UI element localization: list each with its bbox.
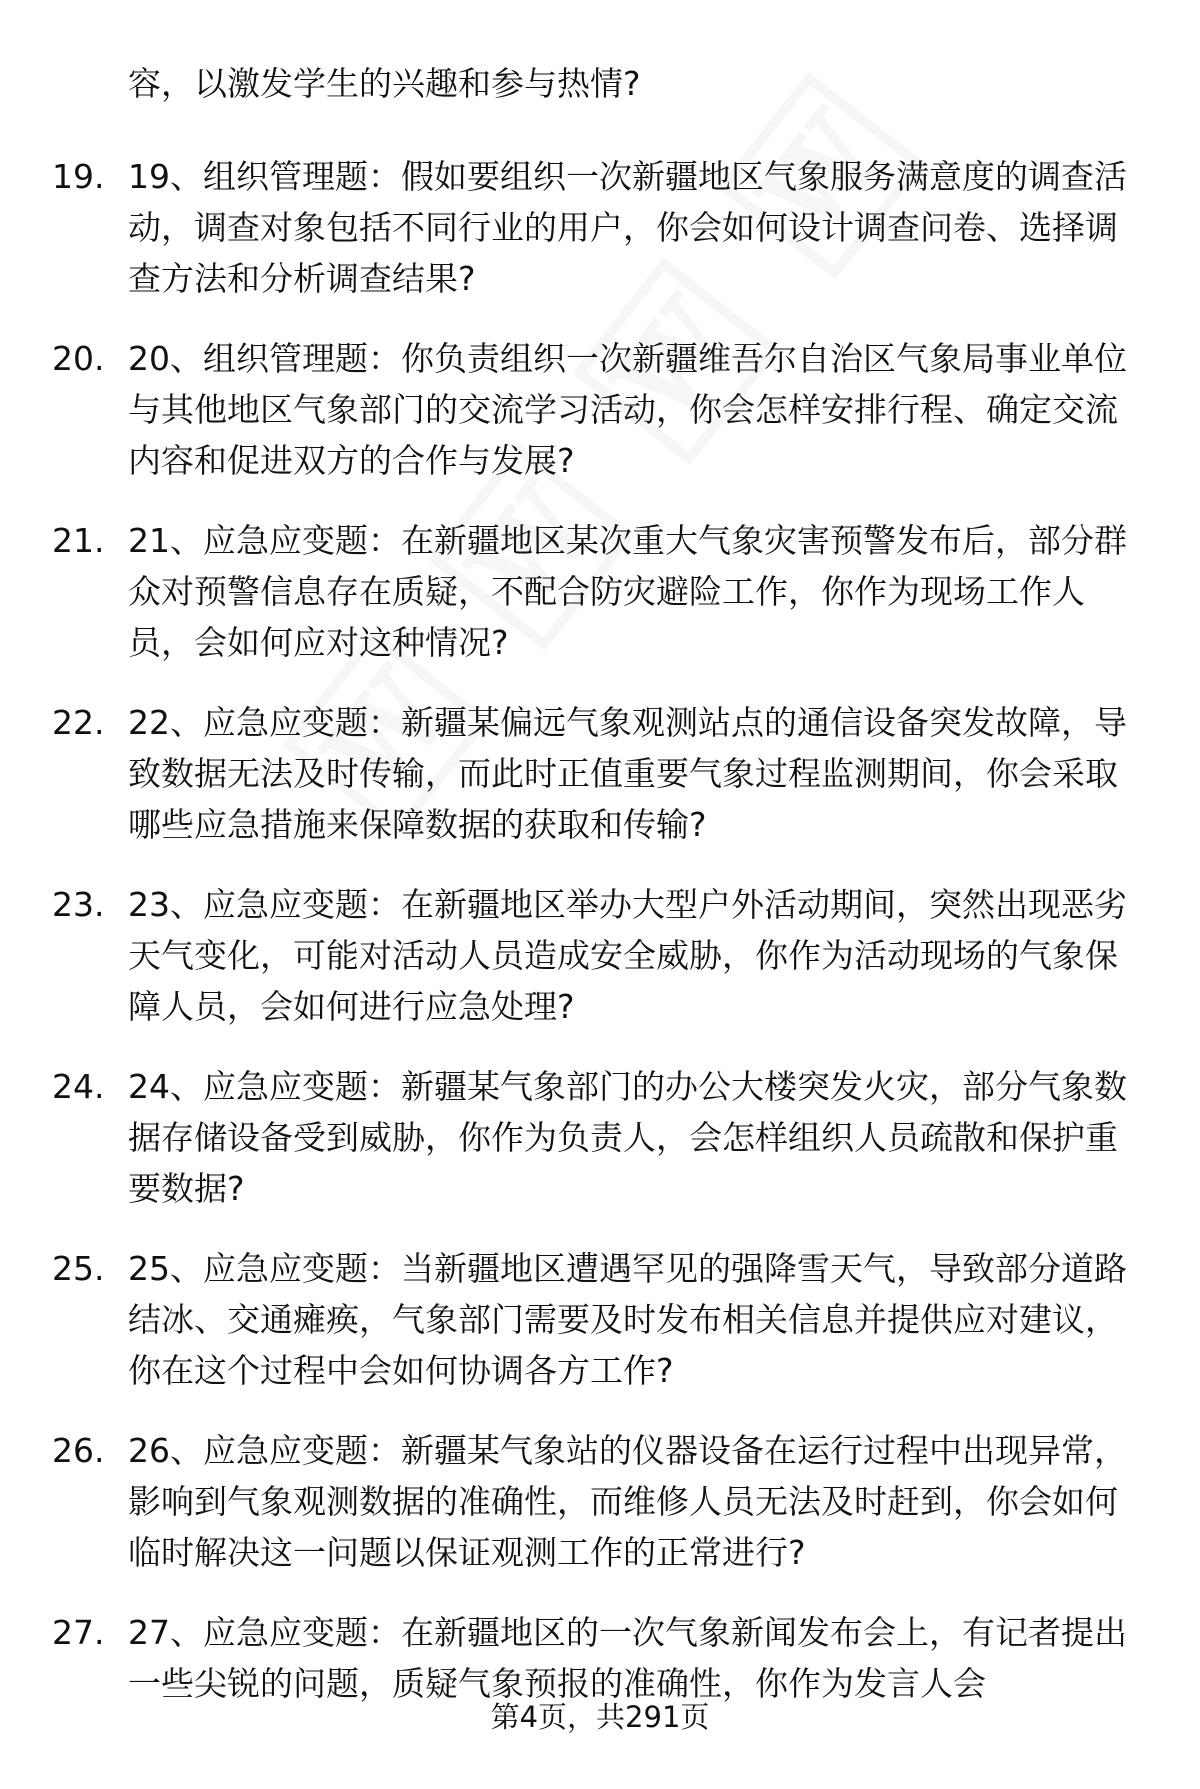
list-item-number: 25. [52, 1249, 105, 1288]
list-item [0, 333, 1200, 487]
list-item [0, 151, 1200, 305]
list-item-text: 22、应急应变题：新疆某偏远气象观测站点的通信设备突发故障，导致数据无法及时传输，而此时正值重要气象过程监测期间，你会采取哪些应急措施来保障数据的获取和传输? [128, 703, 1127, 844]
list-item-text: 20、组织管理题：你负责组织一次新疆维吾尔自治区气象局事业单位与其他地区气象部门的交流学习活动，你会怎样安排行程、确定交流内容和促进双方的合作与发展? [128, 339, 1127, 480]
list-item-text: 26、应急应变题：新疆某气象站的仪器设备在运行过程中出现异常，影响到气象观测数据的准确性，而维修人员无法及时赶到，你会如何临时解决这一问题以保证观测工作的正常进行? [128, 1431, 1127, 1572]
list-item [0, 697, 1200, 851]
continuation-paragraph: 容，以激发学生的兴趣和参与热情? [128, 64, 641, 103]
list-item-number: 27. [52, 1613, 105, 1652]
list-item [0, 879, 1200, 1033]
list-item-text: 27、应急应变题：在新疆地区的一次气象新闻发布会上，有记者提出一些尖锐的问题，质疑气象预报的准确性，你作为发言人会 [128, 1613, 1127, 1703]
list-item-number: 20. [52, 339, 105, 378]
list-item-text: 25、应急应变题：当新疆地区遭遇罕见的强降雪天气，导致部分道路结冰、交通瘫痪，气象部门需要及时发布相关信息并提供应对建议，你在这个过程中会如何协调各方工作? [128, 1249, 1127, 1390]
question-list [0, 151, 1200, 1789]
list-item-text: 23、应急应变题：在新疆地区举办大型户外活动期间，突然出现恶劣天气变化，可能对活动人员造成安全威胁，你作为活动现场的气象保障人员，会如何进行应急处理? [128, 885, 1127, 1026]
page-footer: 第4页，共291页 [490, 1700, 710, 1734]
list-item [0, 1425, 1200, 1579]
list-item-text: 21、应急应变题：在新疆地区某次重大气象灾害预警发布后，部分群众对预警信息存在质疑，不配合防灾避险工作，你作为现场工作人员，会如何应对这种情况? [128, 521, 1127, 662]
list-item-number: 19. [52, 157, 105, 196]
list-item-number: 23. [52, 885, 105, 924]
list-item [0, 1061, 1200, 1215]
list-item-text: 24、应急应变题：新疆某气象部门的办公大楼突发火灾，部分气象数据存储设备受到威胁，你作为负责人，会怎样组织人员疏散和保护重要数据? [128, 1067, 1127, 1208]
list-item-text: 19、组织管理题：假如要组织一次新疆地区气象服务满意度的调查活动，调查对象包括不同行业的用户，你会如何设计调查问卷、选择调查方法和分析调查结果? [128, 157, 1127, 298]
list-item [0, 1607, 1200, 1761]
list-item-number: 22. [52, 703, 105, 742]
list-item-number: 26. [52, 1431, 105, 1470]
list-item [0, 1243, 1200, 1397]
list-item-number: 24. [52, 1067, 105, 1106]
list-item-number: 21. [52, 521, 105, 560]
list-item [0, 515, 1200, 669]
